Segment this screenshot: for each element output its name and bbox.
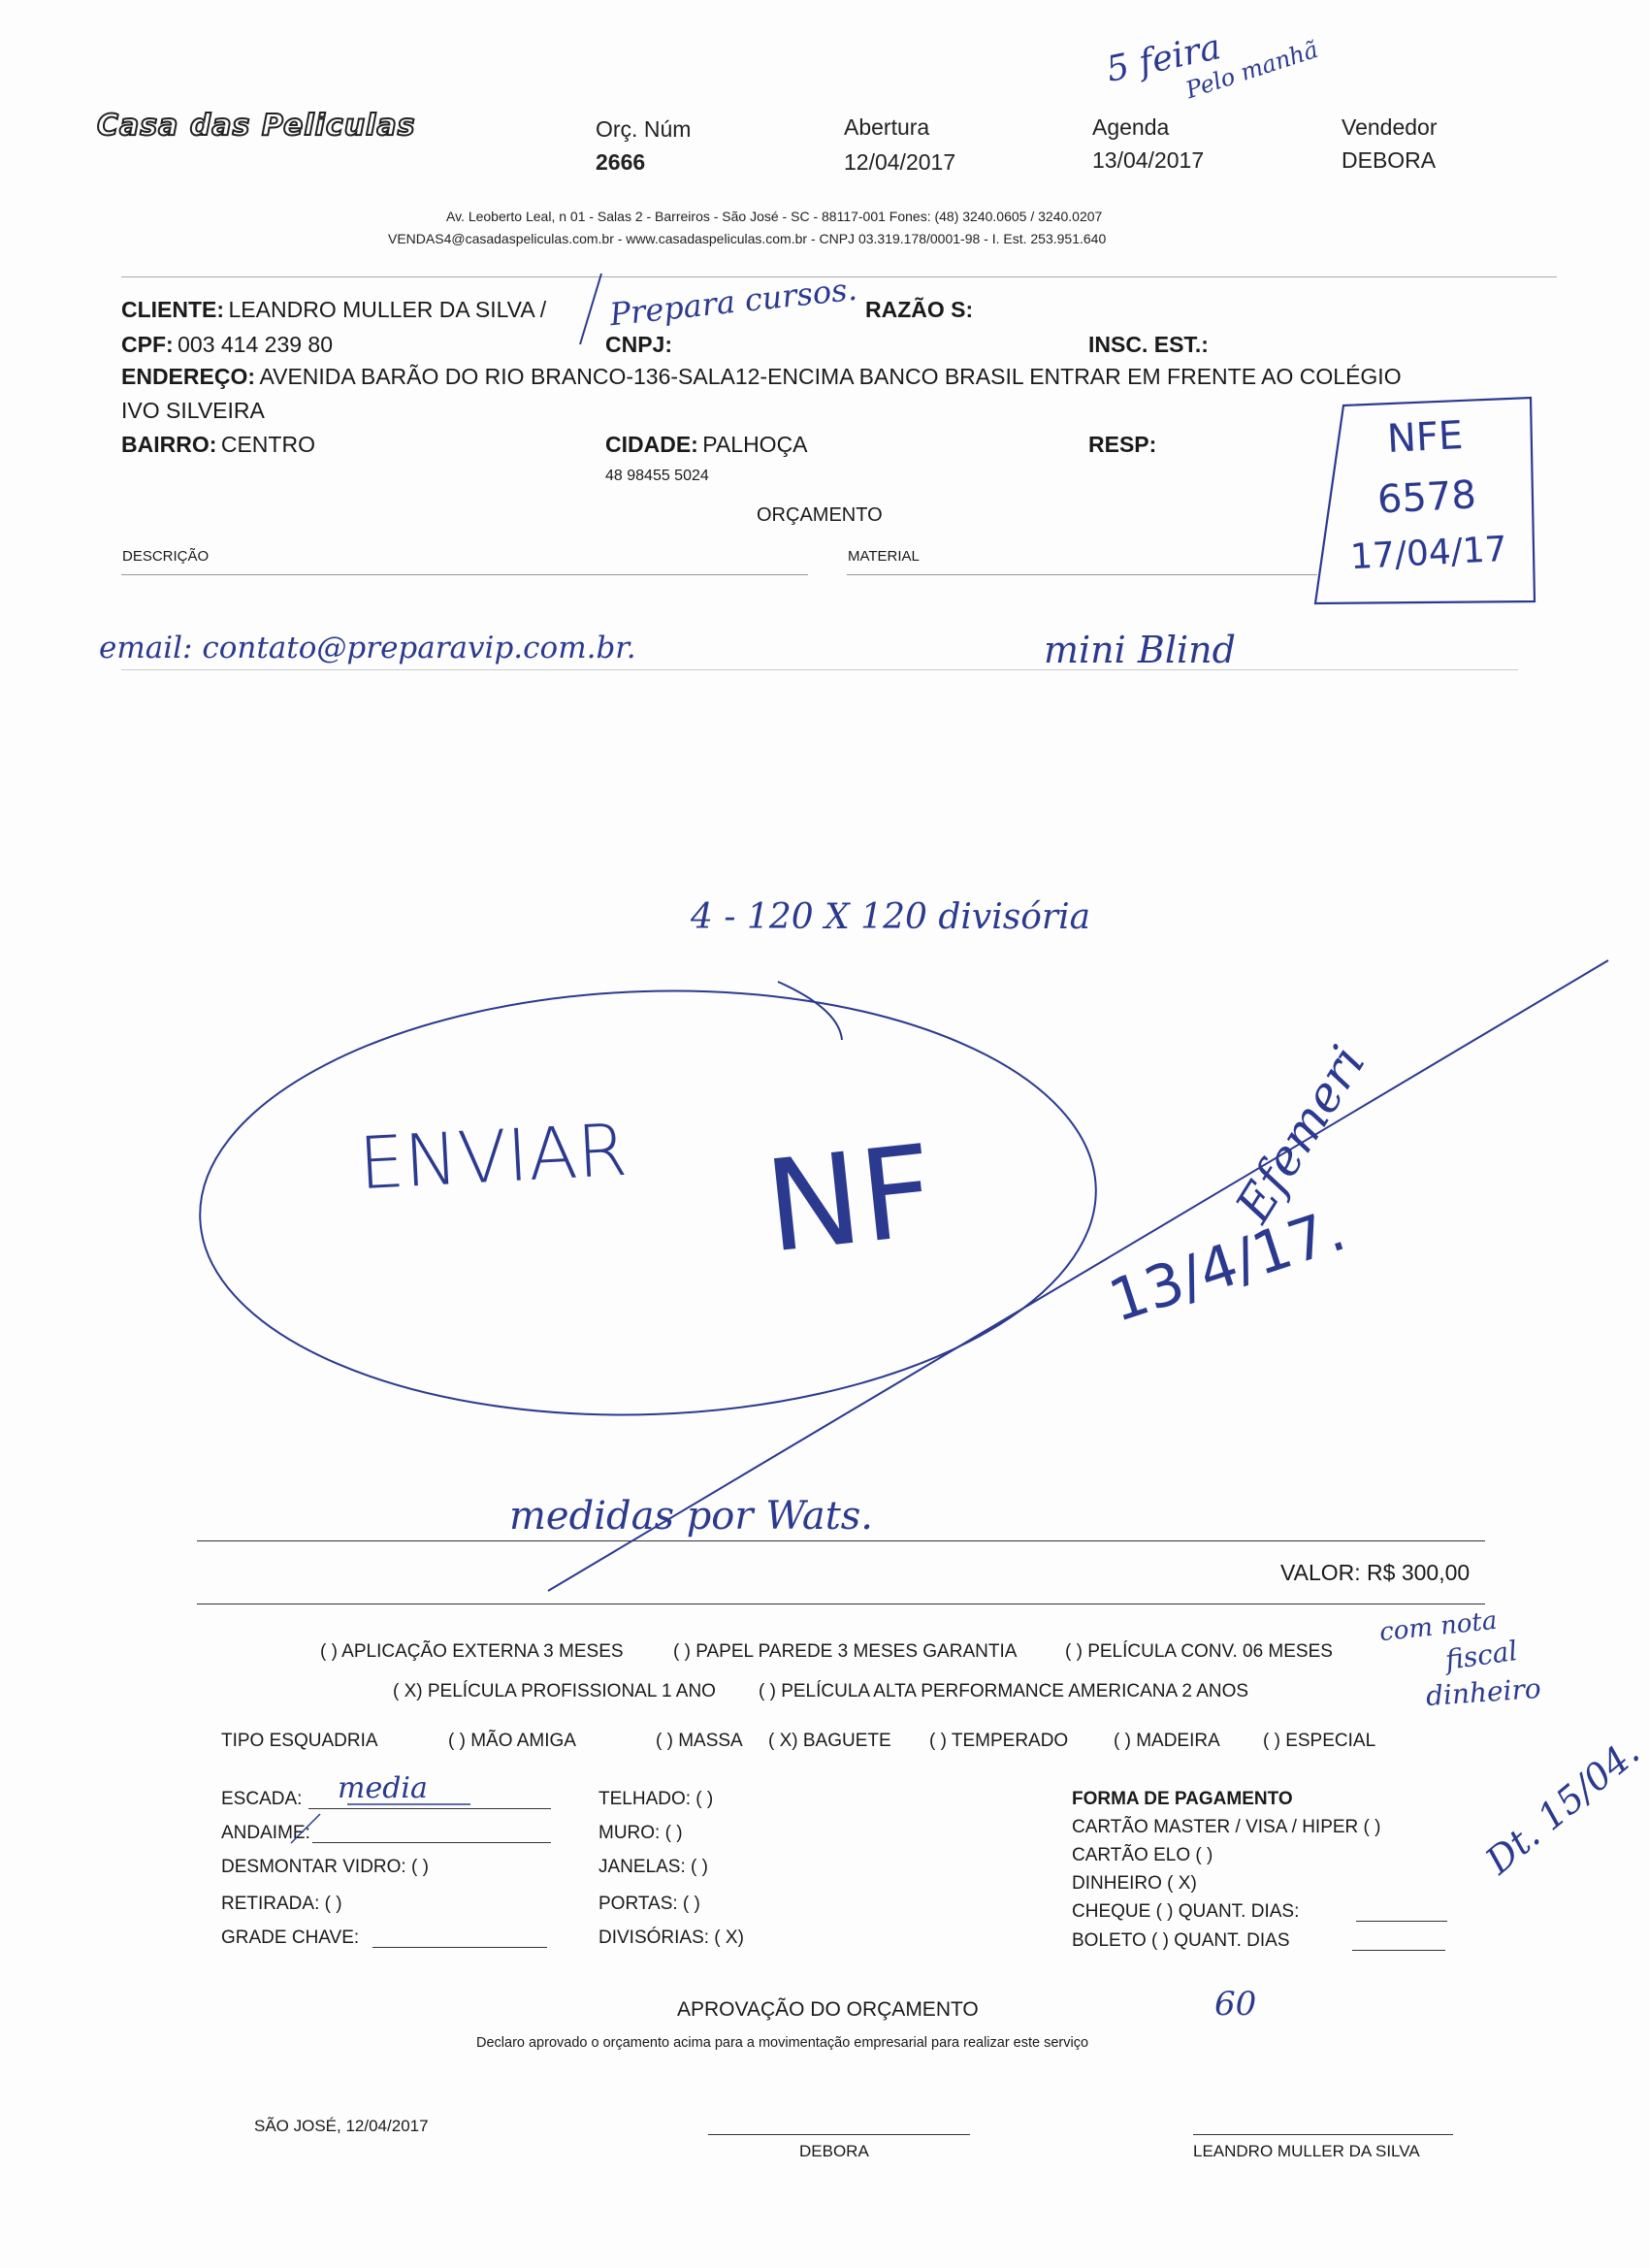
payment-title: FORMA DE PAGAMENTO <box>1072 1789 1293 1809</box>
hand-com-nota: com nota <box>1377 1605 1499 1648</box>
material-label: MATERIAL <box>848 548 920 565</box>
option-papel-parede[interactable]: ( ) PAPEL PAREDE 3 MESES GARANTIA <box>673 1641 1018 1662</box>
option-pelicula-profissional[interactable]: ( X) PELÍCULA PROFISSIONAL 1 ANO <box>393 1681 716 1701</box>
hand-side-date: 13/4/17. <box>1101 1196 1354 1336</box>
approval-title: APROVAÇÃO DO ORÇAMENTO <box>677 1998 979 2021</box>
abertura-label: Abertura <box>844 114 930 140</box>
hand-mini-blind: mini Blind <box>1044 629 1236 671</box>
cpf-label: CPF: <box>121 332 174 357</box>
divisorias-field: DIVISÓRIAS: ( X) <box>598 1928 744 1948</box>
hand-medidas: medidas por Wats. <box>509 1494 874 1539</box>
option-pelicula-alta-performance[interactable]: ( ) PELÍCULA ALTA PERFORMANCE AMERICANA 2 ANOS <box>759 1681 1249 1701</box>
client-phone: 48 98455 5024 <box>605 468 709 484</box>
option-massa[interactable]: ( ) MASSA <box>656 1731 743 1751</box>
insc-est-label: INSC. EST.: <box>1088 332 1209 357</box>
vendedor-value: DEBORA <box>1342 147 1437 173</box>
razao-label: RAZÃO S: <box>865 297 974 322</box>
hand-side-note: Efemeri <box>1224 1036 1376 1232</box>
retirada-field: RETIRADA: ( ) <box>221 1894 342 1914</box>
hand-bottom-mark: 60 <box>1214 1985 1257 2024</box>
option-pelicula-conv[interactable]: ( ) PELÍCULA CONV. 06 MESES <box>1065 1641 1333 1662</box>
hand-nfe-label: NFE <box>1385 412 1465 463</box>
cidade-label: CIDADE: <box>605 432 698 457</box>
agenda-label: Agenda <box>1092 114 1170 140</box>
hand-right-mark: Dt. 15/04. <box>1477 1730 1648 1883</box>
option-baguete[interactable]: ( X) BAGUETE <box>768 1731 891 1751</box>
hand-note-prepara: Prepara cursos. <box>607 270 859 334</box>
payment-cartao-master[interactable]: CARTÃO MASTER / VISA / HIPER ( ) <box>1072 1817 1381 1837</box>
cnpj-label: CNPJ: <box>605 332 673 357</box>
muro-field: MURO: ( ) <box>598 1823 683 1843</box>
descricao-label: DESCRIÇÃO <box>122 548 210 565</box>
hand-nfe-date: 17/04/17 <box>1349 529 1508 578</box>
option-especial[interactable]: ( ) ESPECIAL <box>1263 1731 1376 1751</box>
hand-enviar: ENVIAR <box>356 1108 630 1207</box>
orc-num-value: 2666 <box>596 149 646 175</box>
tipo-esquadria-label: TIPO ESQUADRIA <box>221 1731 378 1751</box>
bairro-label: BAIRRO: <box>121 432 217 457</box>
cliente-value: LEANDRO MULLER DA SILVA / <box>228 297 547 322</box>
hand-escada: media <box>338 1771 428 1805</box>
agenda-value: 13/04/2017 <box>1092 147 1205 173</box>
hand-nf: NF <box>759 1117 941 1281</box>
endereco-value: AVENIDA BARÃO DO RIO BRANCO-136-SALA12-ENCIMA BANCO BRASIL ENTRAR EM FRENTE AO COLÉGIO <box>259 364 1402 389</box>
portas-field: PORTAS: ( ) <box>598 1894 700 1914</box>
hand-note-morning: Pelo manhã <box>1182 35 1322 105</box>
orc-num-label: Orç. Núm <box>596 116 692 142</box>
hand-email: email: contato@preparavip.com.br. <box>99 631 636 665</box>
vendedor-label: Vendedor <box>1342 114 1438 140</box>
payment-dinheiro[interactable]: DINHEIRO ( X) <box>1072 1873 1197 1894</box>
endereco-value-cont: IVO SILVEIRA <box>121 398 265 423</box>
cliente-label: CLIENTE: <box>121 297 225 322</box>
payment-boleto[interactable]: BOLETO ( ) QUANT. DIAS <box>1072 1930 1290 1951</box>
resp-label: RESP: <box>1088 432 1157 457</box>
abertura-value: 12/04/2017 <box>844 149 956 175</box>
cpf-value: 003 414 239 80 <box>178 332 334 357</box>
payment-cartao-elo[interactable]: CARTÃO ELO ( ) <box>1072 1845 1213 1865</box>
andaime-field: ANDAIME: <box>221 1823 310 1843</box>
company-address: Av. Leoberto Leal, n 01 - Salas 2 - Barreiros - São José - SC - 88117-001 Fones: (48) 3240.0605 / 3240.0207 <box>446 209 1103 224</box>
bairro-value: CENTRO <box>220 432 315 457</box>
option-aplicacao-externa[interactable]: ( ) APLICAÇÃO EXTERNA 3 MESES <box>320 1641 624 1662</box>
hand-note-weekday: 5 feira <box>1103 27 1225 90</box>
hand-fiscal: fiscal <box>1443 1634 1520 1677</box>
place-date: SÃO JOSÉ, 12/04/2017 <box>254 2117 429 2135</box>
option-temperado[interactable]: ( ) TEMPERADO <box>929 1731 1069 1751</box>
grade-chave-field: GRADE CHAVE: <box>221 1928 360 1948</box>
payment-cheque[interactable]: CHEQUE ( ) QUANT. DIAS: <box>1072 1901 1300 1922</box>
janelas-field: JANELAS: ( ) <box>598 1857 708 1877</box>
option-mao-amiga[interactable]: ( ) MÃO AMIGA <box>448 1731 576 1751</box>
cidade-value: PALHOÇA <box>702 432 808 457</box>
company-logo: Casa das Peliculas <box>97 109 416 143</box>
signature-client: LEANDRO MULLER DA SILVA <box>1193 2142 1420 2160</box>
desmontar-vidro-field: DESMONTAR VIDRO: ( ) <box>221 1857 429 1877</box>
escada-field: ESCADA: <box>221 1789 303 1809</box>
endereco-label: ENDEREÇO: <box>121 364 256 389</box>
approval-declaration: Declaro aprovado o orçamento acima para a movimentação empresarial para realizar este serviço <box>476 2035 1089 2051</box>
signature-vendor: DEBORA <box>799 2142 869 2160</box>
option-madeira[interactable]: ( ) MADEIRA <box>1114 1731 1220 1751</box>
company-contact: VENDAS4@casadaspeliculas.com.br - www.casadaspeliculas.com.br - CNPJ 03.319.178/0001-98 - I. Est. 253.951.640 <box>388 231 1107 246</box>
hand-dinheiro: dinheiro <box>1424 1671 1542 1713</box>
telhado-field: TELHADO: ( ) <box>598 1789 714 1809</box>
hand-nfe-number: 6578 <box>1375 472 1477 523</box>
valor-total: VALOR: R$ 300,00 <box>1280 1560 1471 1585</box>
hand-measure: 4 - 120 X 120 divisória <box>691 897 1091 937</box>
orcamento-title: ORÇAMENTO <box>757 504 883 526</box>
